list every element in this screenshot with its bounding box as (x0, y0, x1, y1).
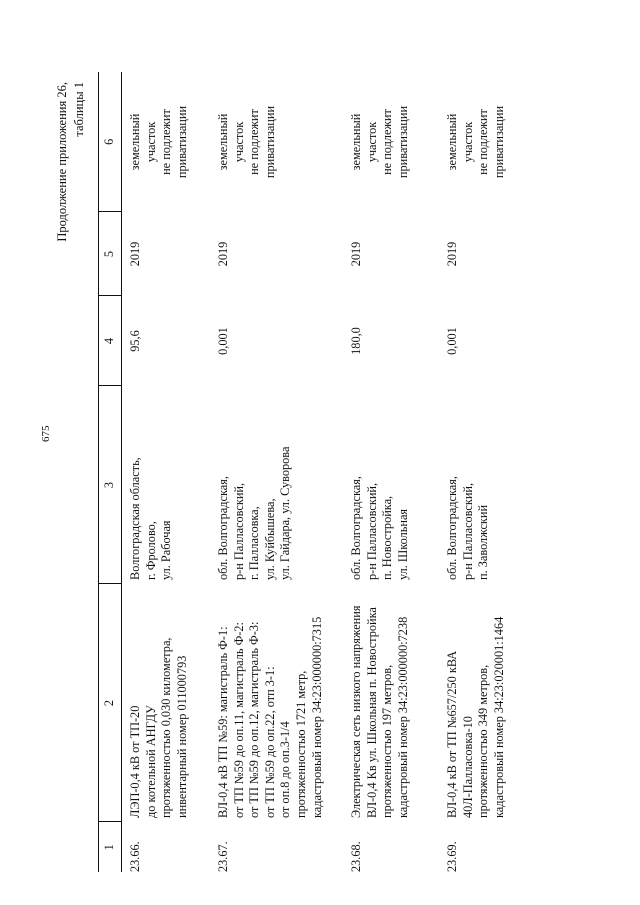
address-line: р-н Палласовский, (364, 482, 379, 580)
note-line: приватизации (491, 105, 506, 179)
note-line: приватизации (395, 105, 410, 179)
address-line: обл. Волгоградская, (445, 476, 459, 580)
note-line: земельный (349, 113, 363, 171)
column-header-5: 5 (99, 212, 122, 296)
address-line: ул. Школьная (395, 508, 410, 580)
object-line: ВЛ-0,4 кВ от ТП №657/250 кВА (445, 650, 459, 818)
address-line: г. Палласовка, (247, 506, 262, 580)
column-header-4: 4 (99, 296, 122, 386)
note-line: не подлежит (380, 109, 395, 175)
rotated-table-block (55, 72, 572, 872)
area-cell: 180,0 (349, 327, 363, 355)
header-row (99, 72, 122, 872)
column-header-3: 3 (99, 386, 122, 584)
row-number: 23.69. (445, 841, 459, 872)
object-line: кадастровый номер 34:23:000000:7315 (309, 616, 324, 818)
object-line: ЛЭП-0,4 кВ от ТП-20 (128, 705, 142, 818)
note-line: участок (231, 121, 246, 163)
object-cell (439, 584, 545, 822)
address-line: ул. Рабочая (159, 520, 174, 580)
object-line: от ТП №59 до оп.11, магистраль Ф-2: (231, 622, 246, 818)
note-cell (210, 72, 343, 212)
object-line: кадастровый номер 34:23:000000:7238 (395, 616, 410, 818)
table-caption (54, 82, 88, 242)
address-cell (122, 386, 211, 584)
address-line: п. Новостройка, (380, 495, 395, 580)
year-cell: 2019 (349, 241, 363, 267)
object-line: протяженностью 0,030 километра, (159, 637, 174, 818)
note-cell (343, 72, 439, 212)
row-number: 23.67. (216, 841, 230, 872)
note-line: земельный (445, 113, 459, 171)
table-row (122, 72, 211, 872)
address-cell (210, 386, 343, 584)
address-cell (439, 386, 545, 584)
object-line: ВЛ-0,4 Кв ул. Школьная п. Новостройка (364, 607, 379, 818)
object-line: кадастровый номер 34:23:020001:1464 (491, 616, 506, 818)
object-cell (343, 584, 439, 822)
note-line: участок (364, 121, 379, 163)
address-line: Волгоградская область, (128, 457, 142, 580)
object-cell (210, 584, 343, 822)
year-cell: 2019 (445, 241, 459, 267)
caption-line-2: таблицы 1 (72, 82, 86, 137)
note-cell (122, 72, 211, 212)
row-number: 23.68. (349, 841, 363, 872)
area-cell: 0,001 (445, 327, 459, 355)
area-cell: 95,6 (128, 330, 142, 352)
column-header-6: 6 (99, 72, 122, 212)
object-line: протяженностью 197 метров, (380, 664, 395, 818)
object-line: 40Л-Палласовка-10 (460, 716, 475, 818)
note-line: не подлежит (476, 109, 491, 175)
table-row (439, 72, 545, 872)
address-line: п. Заволжский (476, 504, 491, 580)
year-cell: 2019 (216, 241, 230, 267)
address-line: р-н Палласовский, (231, 482, 246, 580)
address-line: ул. Гайдара, ул. Суворова (278, 446, 293, 580)
object-line: до котельной АНГДУ (143, 705, 158, 818)
object-line: от ТП №59 до оп.22, отп 3-1: (262, 666, 277, 818)
note-line: земельный (216, 113, 230, 171)
note-line: участок (460, 121, 475, 163)
address-cell (343, 386, 439, 584)
column-header-2: 2 (99, 584, 122, 822)
address-line: обл. Волгоградская, (349, 476, 363, 580)
object-line: Электрическая сеть низкого напряжения (349, 605, 363, 818)
object-line: ВЛ-0,4 кВ ТП №59: магистраль Ф-1: (216, 626, 230, 818)
note-line: приватизации (262, 105, 277, 179)
property-table (98, 72, 545, 872)
object-line: от ТП №59 до оп.12, магистраль Ф-3: (247, 621, 262, 818)
address-line: ул. Куйбышева, (262, 498, 277, 580)
object-line: инвентарный номер 011000793 (174, 655, 189, 818)
object-line: протяженностью 349 метров, (476, 664, 491, 818)
table-row (210, 72, 343, 872)
row-number: 23.66. (128, 841, 142, 872)
note-line: не подлежит (159, 109, 174, 175)
page-number: 675 (40, 425, 52, 442)
note-line: участок (143, 121, 158, 163)
note-line: приватизации (174, 105, 189, 179)
object-line: от оп.8 до оп.3-1/4 (278, 721, 293, 818)
year-cell: 2019 (128, 241, 142, 267)
address-line: обл. Волгоградская, (216, 476, 230, 580)
caption-line-1: Продолжение приложения 26, (55, 82, 69, 242)
object-line: протяженностью 1721 метр, (293, 670, 308, 818)
address-line: г. Фролово, (143, 521, 158, 580)
note-line: не подлежит (247, 109, 262, 175)
area-cell: 0,001 (216, 327, 230, 355)
table-row (343, 72, 439, 872)
object-cell (122, 584, 211, 822)
note-cell (439, 72, 545, 212)
address-line: р-н Палласовский, (460, 482, 475, 580)
note-line: земельный (128, 113, 142, 171)
column-header-1: 1 (99, 822, 122, 872)
